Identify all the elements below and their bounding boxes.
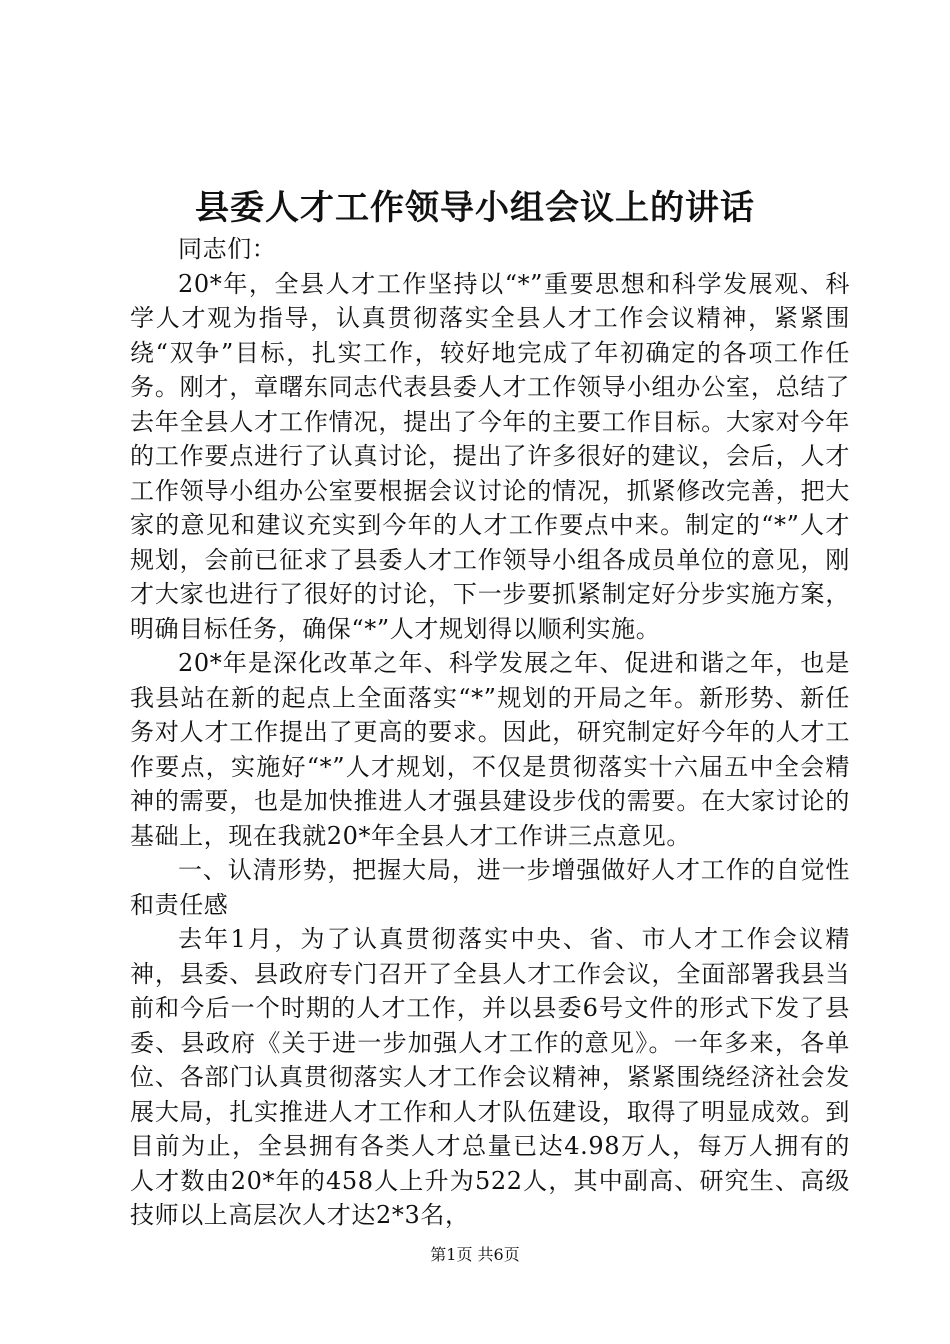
section-heading-1: 一、认清形势，把握大局，进一步增强做好人才工作的自觉性和责任感 (130, 856, 850, 919)
greeting: 同志们： (178, 235, 277, 263)
page-footer: 第1页 共6页 (430, 1245, 520, 1264)
document-title: 县委人才工作领导小组会议上的讲话 (195, 188, 755, 228)
paragraph-3: 去年1月，为了认真贯彻落实中央、省、市人才工作会议精神，县委、县政府专门召开了全县人才工作会议，全面部署我县当前和今后一个时期的人才工作，并以县委6号文件的形式下发了县委、县政府《关于进一步加强人才工作的意见》。一年多来，各单位、各部门认真贯彻落实人才工作会议精神，紧紧围绕经济社会发展大局，扎实推进人才工作和人才队伍建设，取得了明显成效。到目前为止，全县拥有各类人才总量已达4.98万人，每万人拥有的人才数由20*年的458人上升为522人，其中副高、研究生、高级技师以上高层次人才达2*3名， (130, 925, 850, 1229)
paragraph-1: 20*年，全县人才工作坚持以“*”重要思想和科学发展观、科学人才观为指导，认真贯彻落实全县人才工作会议精神，紧紧围绕“双争”目标，扎实工作，较好地完成了年初确定的各项工作任务。刚才，章曙东同志代表县委人才工作领导小组办公室，总结了去年全县人才工作情况，提出了今年的主要工作目标。大家对今年的工作要点进行了认真讨论，提出了许多很好的建议，会后，人才工作领导小组办公室要根据会议讨论的情况，抓紧修改完善，把大家的意见和建议充实到今年的人才工作要点中来。制定的“*”人才规划，会前已征求了县委人才工作领导小组各成员单位的意见，刚才大家也进行了很好的讨论，下一步要抓紧制定好分步实施方案，明确目标任务，确保“*”人才规划得以顺利实施。 (130, 269, 850, 643)
paragraph-2: 20*年是深化改革之年、科学发展之年、促进和谐之年，也是我县站在新的起点上全面落实“*”规划的开局之年。新形势、新任务对人才工作提出了更高的要求。因此，研究制定好今年的人才工作要点，实施好“*”人才规划，不仅是贯彻落实十六届五中全会精神的需要，也是加快推进人才强县建设步伐的需要。在大家讨论的基础上，现在我就20*年全县人才工作讲三点意见。 (130, 649, 850, 850)
document-body (130, 232, 850, 1233)
